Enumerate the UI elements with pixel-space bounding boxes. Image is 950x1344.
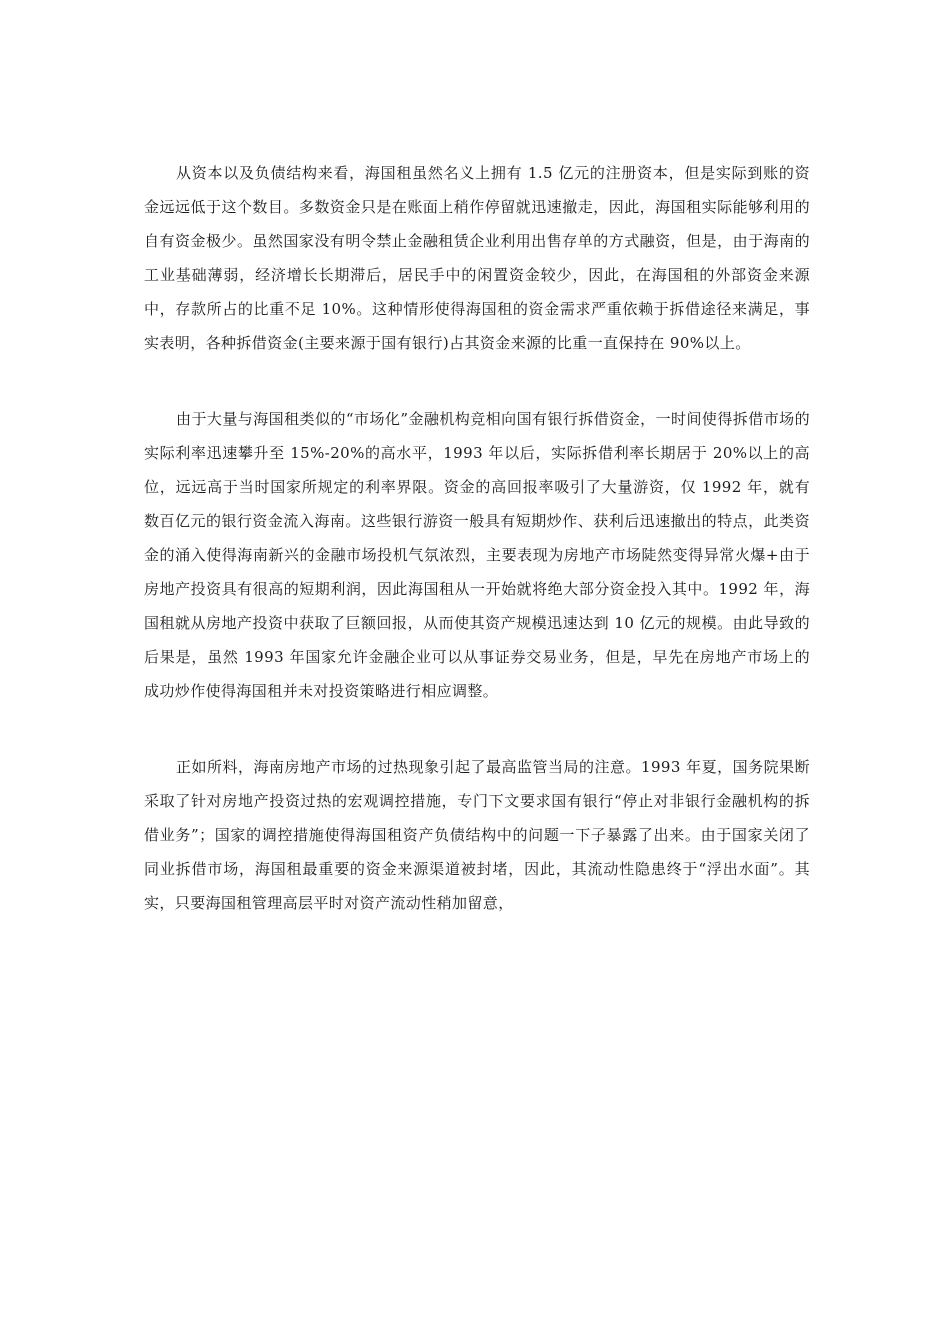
paragraph-interbank-lending: 由于大量与海国租类似的“市场化”金融机构竞相向国有银行拆借资金，一时间使得拆借市场的实际利率迅速攀升至 15%-20%的高水平，1993 年以后，实际拆借利率长期居于 20%以上的高位，远远高于当时国家所规定的利率界限。资金的高回报率吸引了大量游资，仅 1992 年，就有数百亿元的银行资金流入海南。这些银行游资一般具有短期炒作、获利后迅速撤出的特点，此类资金的涌入使得海南新兴的金融市场投机气氛浓烈，主要表现为房地产市场陡然变得异常火爆+由于房地产投资具有很高的短期利润，因此海国租从一开始就将绝大部分资金投入其中。1992 年，海国租就从房地产投资中获取了巨额回报，从而使其资产规模迅速达到 10 亿元的规模。由此导致的后果是，虽然 1993 年国家允许金融企业可以从事证券交易业务，但是，早先在房地产市场上的成功炒作使得海国租并未对投资策略进行相应调整。	[144, 410, 810, 700]
paragraph-capital-structure: 从资本以及负债结构来看，海国租虽然名义上拥有 1.5 亿元的注册资本，但是实际到账的资金远远低于这个数目。多数资金只是在账面上稍作停留就迅速撤走，因此，海国租实际能够利用的自有资金极少。虽然国家没有明令禁止金融租赁企业利用出售存单的方式融资，但是，由于海南的工业基础薄弱，经济增长长期滞后，居民手中的闲置资金较少，因此，在海国租的外部资金来源中，存款所占的比重不足 10%。这种情形使得海国租的资金需求严重依赖于拆借途径来满足，事实表明，各种拆借资金(主要来源于国有银行)占其资金来源的比重一直保持在 90%以上。	[144, 164, 810, 352]
document-page	[144, 156, 810, 920]
paragraph-macro-control: 正如所料，海南房地产市场的过热现象引起了最高监管当局的注意。1993 年夏，国务院果断采取了针对房地产投资过热的宏观调控措施，专门下文要求国有银行“停止对非银行金融机构的拆借业务”；国家的调控措施使得海国租资产负债结构中的问题一下子暴露了出来。由于国家关闭了同业拆借市场，海国租最重要的资金来源渠道被封堵，因此，其流动性隐患终于“浮出水面”。其实，只要海国租管理高层平时对资产流动性稍加留意，	[144, 758, 810, 912]
